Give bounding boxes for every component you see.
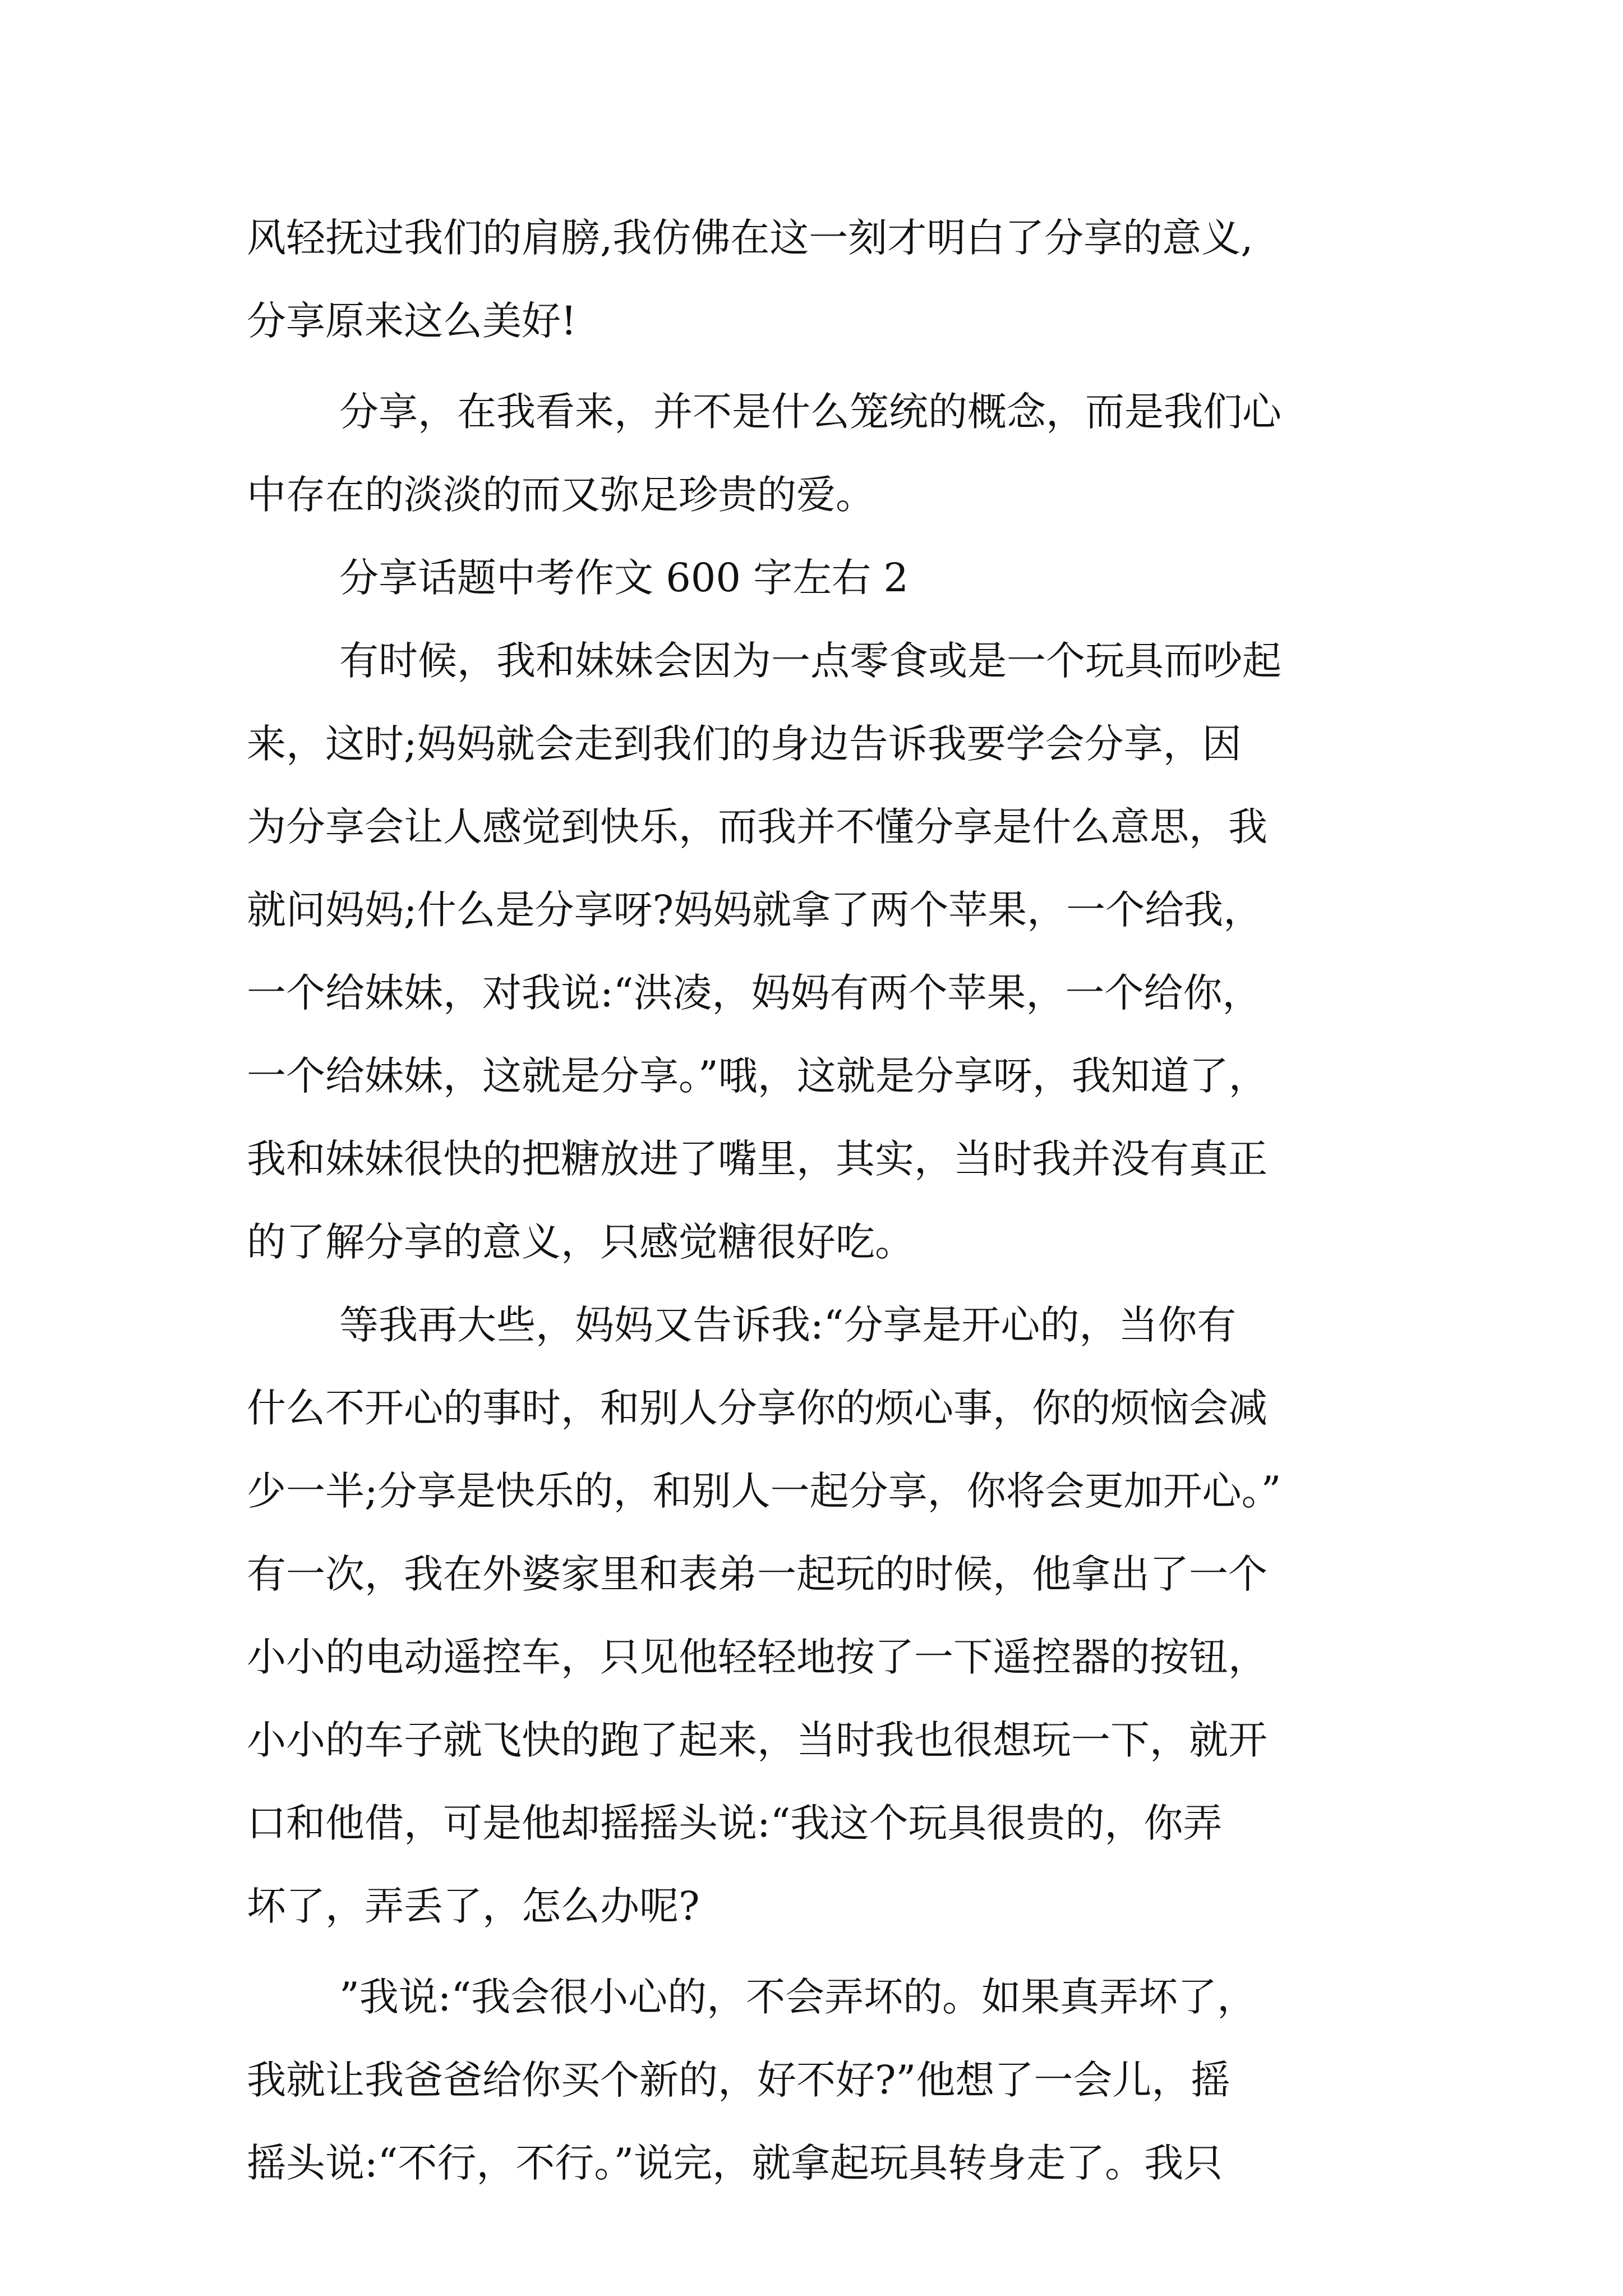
text-line: 口和他借，可是他却摇摇头说:“我这个玩具很贵的，你弄	[247, 1800, 1223, 1846]
text-line: 来，这时;妈妈就会走到我们的身边告诉我要学会分享，因	[247, 721, 1242, 767]
text-line: 为分享会让人感觉到快乐，而我并不懂分享是什么意思，我	[247, 804, 1267, 850]
text-line: 风轻抚过我们的肩膀,我仿佛在这一刻才明白了分享的意义,	[247, 215, 1253, 261]
text-line: 坏了，弄丢了，怎么办呢?	[247, 1883, 700, 1929]
text-line: 有时候，我和妹妹会因为一点零食或是一个玩具而吵起	[339, 638, 1281, 684]
text-line: 有一次，我在外婆家里和表弟一起玩的时候，他拿出了一个	[247, 1551, 1267, 1597]
text-line: 分享，在我看来，并不是什么笼统的概念，而是我们心	[339, 389, 1281, 435]
text-line: 就问妈妈;什么是分享呀?妈妈就拿了两个苹果，一个给我，	[247, 887, 1263, 933]
text-line: 一个给妹妹，这就是分享。”哦，这就是分享呀，我知道了，	[247, 1053, 1268, 1099]
text-line: 等我再大些，妈妈又告诉我:“分享是开心的，当你有	[339, 1302, 1237, 1348]
text-line: 小小的车子就飞快的跑了起来，当时我也很想玩一下，就开	[247, 1717, 1267, 1763]
text-line: 小小的电动遥控车，只见他轻轻地按了一下遥控器的按钮，	[247, 1634, 1267, 1680]
text-line: ”我说:“我会很小心的，不会弄坏的。如果真弄坏了，	[339, 1974, 1257, 2020]
text-line: 我和妹妹很快的把糖放进了嘴里，其实，当时我并没有真正	[247, 1136, 1267, 1182]
text-line: 分享原来这么美好!	[247, 298, 577, 344]
text-line: 我就让我爸爸给你买个新的，好不好?”他想了一会儿，摇	[247, 2057, 1230, 2103]
text-line: 什么不开心的事时，和别人分享你的烦心事，你的烦恼会减	[247, 1385, 1267, 1431]
document-body	[247, 196, 1436, 2205]
text-line: 的了解分享的意义，只感觉糖很好吃。	[247, 1219, 914, 1265]
section-heading: 分享话题中考作文 600 字左右 2	[339, 555, 909, 601]
text-line: 中存在的淡淡的而又弥足珍贵的爱。	[247, 472, 875, 518]
text-line: 摇头说:“不行，不行。”说完，就拿起玩具转身走了。我只	[247, 2140, 1223, 2186]
text-line: 一个给妹妹，对我说:“洪凌，妈妈有两个苹果，一个给你，	[247, 970, 1262, 1016]
text-line: 少一半;分享是快乐的，和别人一起分享，你将会更加开心。”	[247, 1468, 1281, 1514]
